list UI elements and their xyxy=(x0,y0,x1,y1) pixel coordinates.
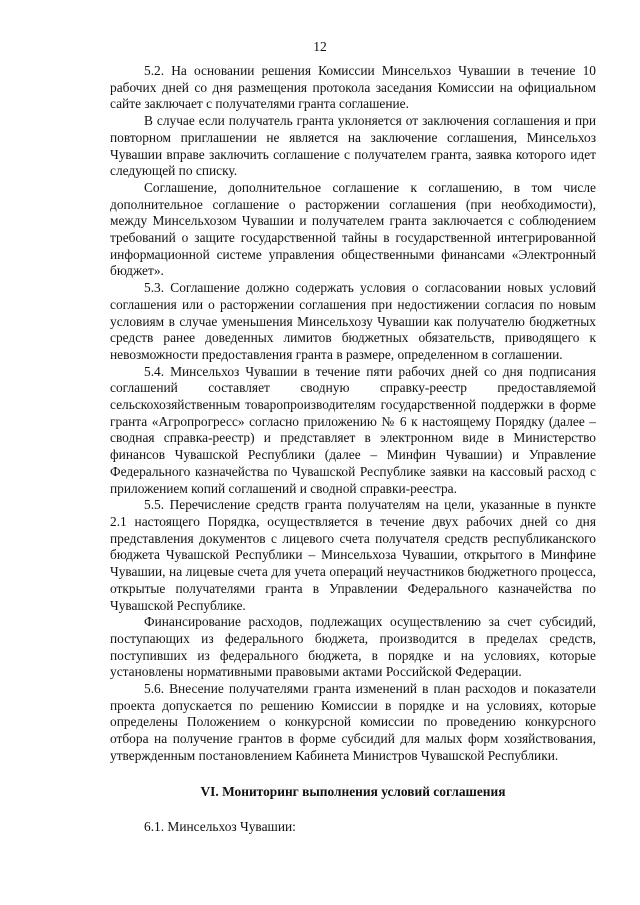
paragraph-5-2: 5.2. На основании решения Комиссии Минсельхоз Чувашии в течение 10 рабочих дней со дня размещения протокола заседания Комиссии на официальном сайте заключает с получателями гранта соглашение. xyxy=(110,63,596,112)
page-number: 12 xyxy=(313,39,327,54)
paragraph-federal-financing: Финансирование расходов, подлежащих осуществлению за счет субсидий, поступающих из федерального бюджета, производится в пределах средств, поступивших из федерального бюджета, в порядке и на условиях, которые установлены нормативными правовыми актами Российской Федерации. xyxy=(110,614,596,680)
section-heading: VI. Мониторинг выполнения условий соглашения xyxy=(200,783,506,799)
document-body xyxy=(110,63,596,836)
paragraph-5-5: 5.5. Перечисление средств гранта получателям на цели, указанные в пункте 2.1 настоящего Порядка, осуществляется в течение двух рабочих дней со дня представления документов с лицевого счета получателя средств республиканского бюджета Чувашской Республики – Минсельхоза Чувашии, открытого в Минфине Чувашии, на лицевые счета для учета операций неучастников бюджетного процесса, открытые получателями гранта в Управлении Федерального казначейства по Чувашской Республике. xyxy=(110,497,596,613)
paragraph-6-1: 6.1. Минсельхоз Чувашии: xyxy=(144,819,296,835)
paragraph-agreement-system: Соглашение, дополнительное соглашение к соглашению, в том числе дополнительное соглашение о расторжении соглашения (при необходимости), между Минсельхозом Чувашии и получателем гранта заключается с соблюдением требований о защите государственной тайны в государственной интегрированной информационной системе управления общественными финансами «Электронный бюджет». xyxy=(110,179,596,279)
paragraph-grant-refusal: В случае если получатель гранта уклоняется от заключения соглашения и при повторном приглашении не является на заключение соглашения, Минсельхоз Чувашии вправе заключить соглашение с получателем гранта, заявка которого идет следующей по списку. xyxy=(110,113,596,179)
paragraph-5-4: 5.4. Минсельхоз Чувашии в течение пяти рабочих дней со дня подписания соглашений составляет сводную справку-реестр предоставляемой сельскохозяйственным товаропроизводителям государственной поддержки в форме гранта «Агропрогресс» согласно приложению № 6 к настоящему Порядку (далее – сводная справка-реестр) и представляет в электронном виде в Министерство финансов Чувашской Республики (далее – Минфин Чувашии) и Управление Федерального казначейства по Чувашской Республике заявки на кассовый расход с приложением копий соглашений и сводной справки-реестра. xyxy=(110,363,596,496)
paragraph-5-6: 5.6. Внесение получателями гранта изменений в план расходов и показатели проекта допускается по решению Комиссии в порядке и на условиях, которые определены Положением о конкурсной комиссии по проведению конкурсного отбора на получение грантов в форме субсидий для малых форм хозяйствования, утвержденным постановлением Кабинета Министров Чувашской Республики. xyxy=(110,681,596,763)
paragraph-5-3: 5.3. Соглашение должно содержать условия о согласовании новых условий соглашения или о расторжении соглашения при недостижении согласия по новым условиям в случае уменьшения Минсельхозу Чувашии как получателю бюджетных средств ранее доведенных лимитов бюджетных обязательств, приводящего к невозможности предоставления гранта в размере, определенном в соглашении. xyxy=(110,280,596,362)
